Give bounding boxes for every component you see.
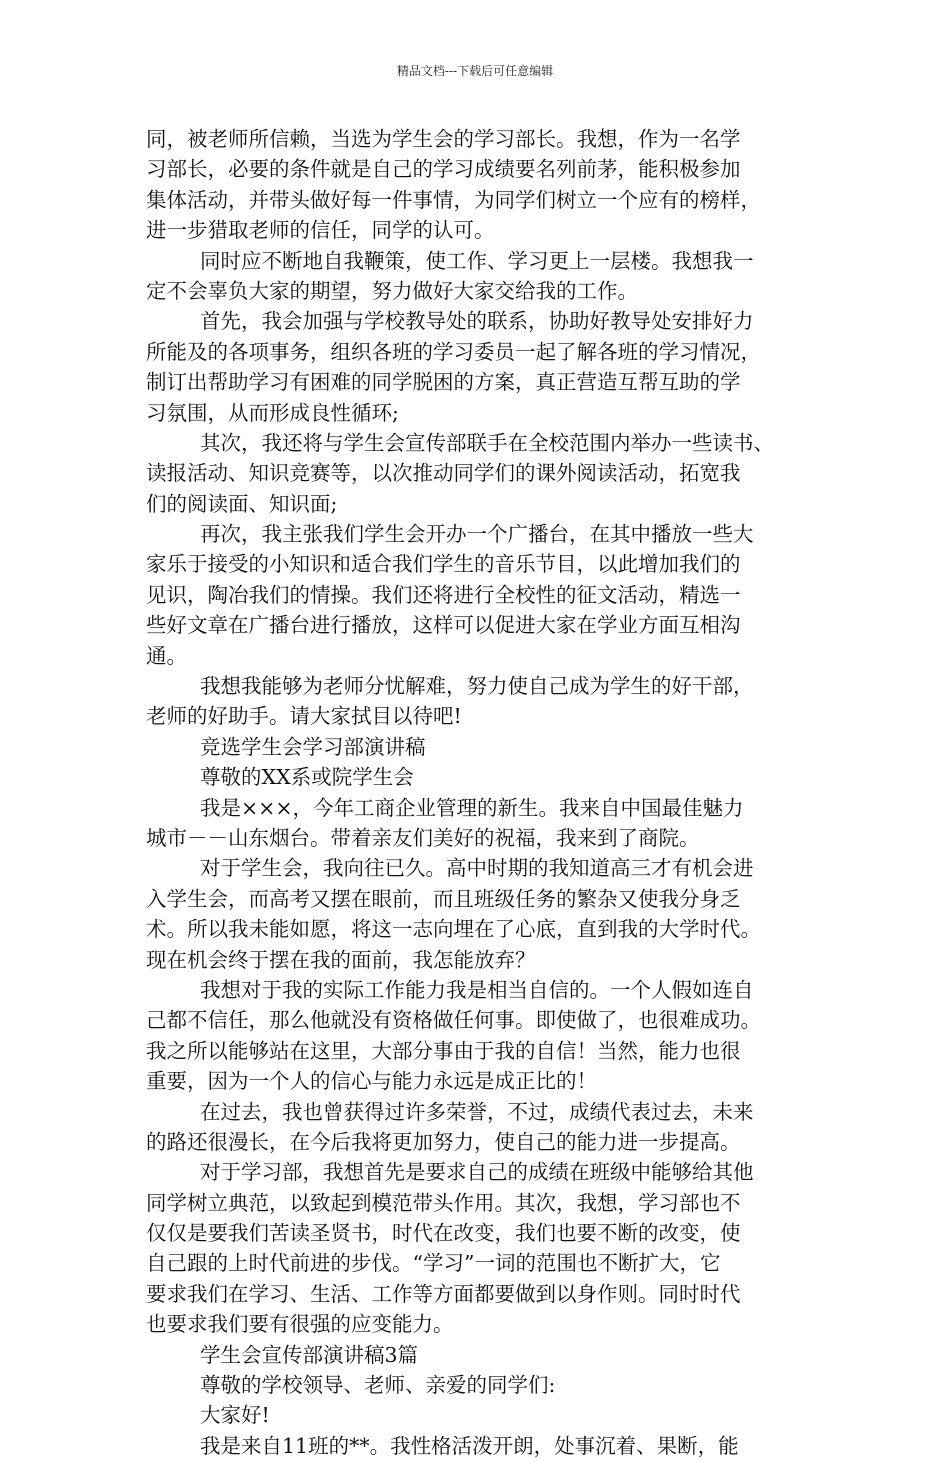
text-line: 我想我能够为老师分忧解难，努力使自己成为学生的好干部， bbox=[200, 674, 754, 699]
text-line: 家乐于接受的小知识和适合我们学生的音乐节目，以此增加我们的 bbox=[146, 552, 741, 577]
page-header: 精品文档---下载后可任意编辑 bbox=[396, 64, 554, 78]
text-line: 学生会宣传部演讲稿3篇 bbox=[200, 1342, 419, 1367]
text-line: 见识，陶冶我们的情操。我们还将进行全校性的征文活动，精选一 bbox=[146, 582, 741, 607]
text-line: 再次，我主张我们学生会开办一个广播台，在其中播放一些大 bbox=[200, 522, 754, 547]
text-line: 我之所以能够站在这里，大部分事由于我的自信！当然，能力也很 bbox=[146, 1038, 741, 1063]
text-line: 同，被老师所信赖，当选为学生会的学习部长。我想，作为一名学 bbox=[146, 127, 741, 151]
text-line: 我是来自11班的**。我性格活泼开朗，处事沉着、果断，能 bbox=[200, 1433, 739, 1458]
text-line: 竞选学生会学习部演讲稿 bbox=[200, 734, 426, 759]
text-line: 读报活动、知识竞赛等，以次推动同学们的课外阅读活动，拓宽我 bbox=[146, 461, 741, 486]
text-line: 进一步猎取老师的信任，同学的认可。 bbox=[146, 218, 495, 243]
text-line: 重要，因为一个人的信心与能力永远是成正比的！ bbox=[146, 1069, 597, 1094]
text-line: 习部长，必要的条件就是自己的学习成绩要名列前茅，能积极参加 bbox=[146, 157, 741, 182]
text-line: 自己跟的上时代前进的步伐。“学习”一词的范围也不断扩大，它 bbox=[146, 1251, 721, 1276]
text-line: 些好文章在广播台进行播放，这样可以促进大家在学业方面互相沟 bbox=[146, 613, 741, 638]
text-line: 仅仅是要我们苦读圣贤书，时代在改变，我们也要不断的改变，使 bbox=[146, 1221, 741, 1246]
text-line: 现在机会终于摆在我的面前，我怎能放弃？ bbox=[146, 947, 536, 972]
text-line: 我想对于我的实际工作能力我是相当自信的。一个人假如连自 bbox=[200, 977, 754, 1002]
text-line: 集体活动，并带头做好每一件事情，为同学们树立一个应有的榜样， bbox=[146, 187, 761, 212]
text-line: 我是×××，今年工商企业管理的新生。我来自中国最佳魅力 bbox=[200, 795, 744, 820]
text-line: 习氛围，从而形成良性循环; bbox=[146, 400, 399, 425]
text-line: 同学树立典范，以致起到模范带头作用。其次，我想，学习部也不 bbox=[146, 1190, 741, 1215]
text-line: 在过去，我也曾获得过许多荣誉，不过，成绩代表过去，未来 bbox=[200, 1099, 754, 1124]
text-line: 通。 bbox=[146, 643, 187, 668]
text-line: 首先，我会加强与学校教导处的联系，协助好教导处安排好力 bbox=[200, 309, 754, 334]
text-line: 的路还很漫长，在今后我将更加努力，使自己的能力进一步提高。 bbox=[146, 1129, 741, 1154]
text-line: 所能及的各项事务，组织各班的学习委员一起了解各班的学习情况， bbox=[146, 339, 761, 364]
text-line: 尊敬的XX系或院学生会 bbox=[200, 765, 414, 790]
text-line: 其次，我还将与学生会宣传部联手在全校范围内举办一些读书、 bbox=[200, 430, 774, 455]
text-line: 们的阅读面、知识面; bbox=[146, 491, 338, 516]
text-line: 要求我们在学习、生活、工作等方面都要做到以身作则。同时时代 bbox=[146, 1281, 741, 1306]
text-line: 也要求我们要有很强的应变能力。 bbox=[146, 1312, 454, 1337]
text-line: 己都不信任，那么他就没有资格做任何事。即使做了，也很难成功。 bbox=[146, 1008, 761, 1033]
text-line: 大家好! bbox=[200, 1403, 270, 1428]
text-line: 制订出帮助学习有困难的同学脱困的方案，真正营造互帮互助的学 bbox=[146, 370, 741, 395]
text-line: 城市－－山东烟台。带着亲友们美好的祝福，我来到了商院。 bbox=[146, 825, 700, 850]
text-line: 对于学习部，我想首先是要求自己的成绩在班级中能够给其他 bbox=[200, 1160, 754, 1185]
text-line: 老师的好助手。请大家拭目以待吧! bbox=[146, 704, 462, 729]
text-line: 术。所以我未能如愿，将这一志向埋在了心底，直到我的大学时代。 bbox=[146, 917, 761, 942]
text-line: 同时应不断地自我鞭策，使工作、学习更上一层楼。我想我一 bbox=[200, 248, 754, 273]
text-line: 尊敬的学校领导、老师、亲爱的同学们: bbox=[200, 1373, 556, 1398]
text-line: 定不会辜负大家的期望，努力做好大家交给我的工作。 bbox=[146, 278, 638, 303]
text-line: 对于学生会，我向往已久。高中时期的我知道高三才有机会进 bbox=[200, 856, 754, 881]
document-body bbox=[146, 124, 806, 1461]
text-line: 入学生会，而高考又摆在眼前，而且班级任务的繁杂又使我分身乏 bbox=[146, 886, 741, 911]
